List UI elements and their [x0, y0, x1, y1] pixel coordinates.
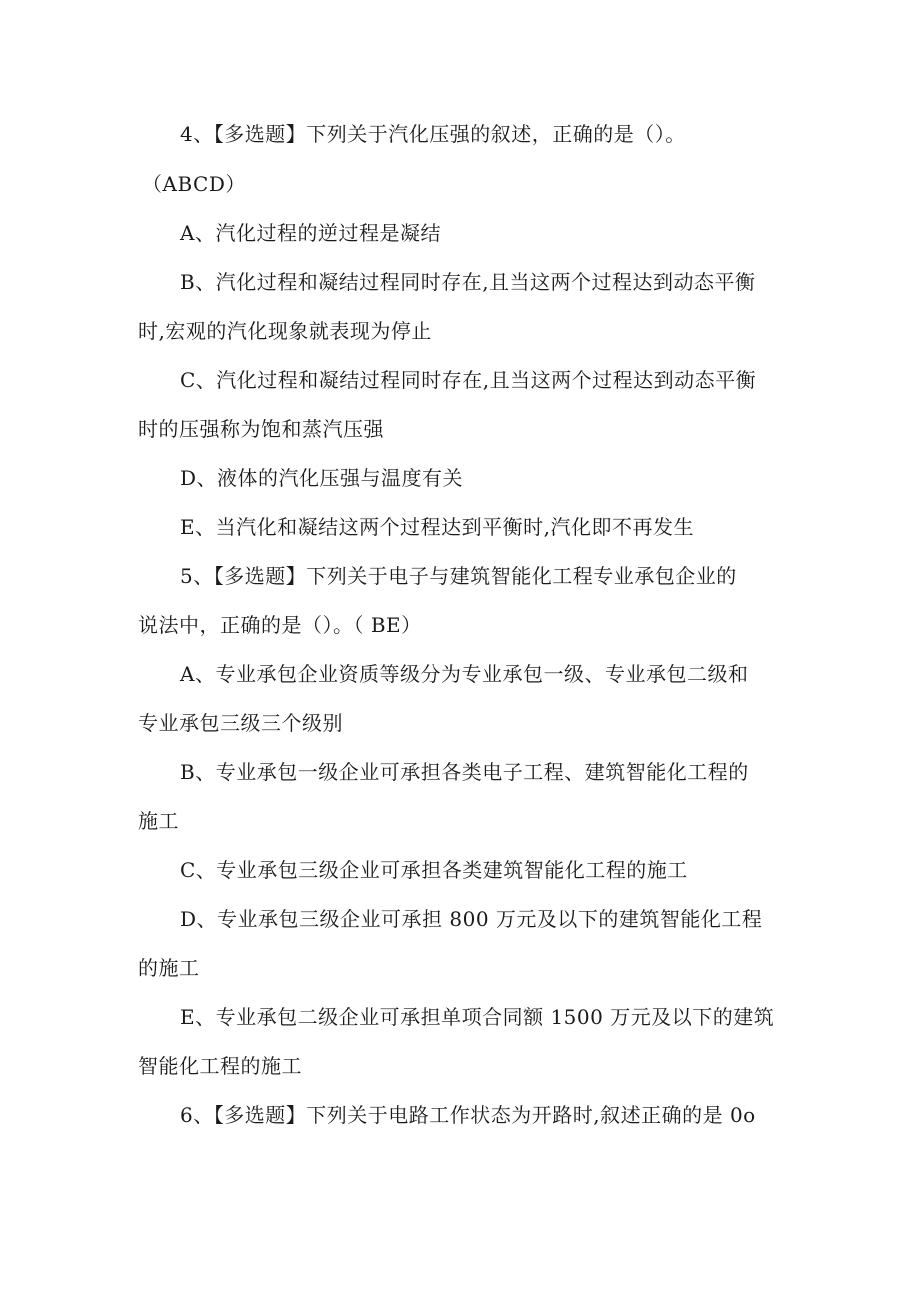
question-5-option-a: A、专业承包企业资质等级分为专业承包一级、专业承包二级和 — [180, 662, 749, 686]
question-5-option-b: B、专业承包一级企业可承担各类电子工程、建筑智能化工程的 — [180, 760, 749, 784]
question-4-option-c: C、汽化过程和凝结过程同时存在,且当这两个过程达到动态平衡 — [180, 368, 757, 392]
question-5-option-d-cont: 的施工 — [138, 956, 200, 980]
question-5-title-cont: 说法中，正确的是（）。（ BE） — [138, 613, 422, 637]
question-4-option-e: E、当汽化和凝结这两个过程达到平衡时,汽化即不再发生 — [180, 515, 694, 539]
question-4-option-a: A、汽化过程的逆过程是凝结 — [180, 221, 441, 245]
question-4-option-c-cont: 时的压强称为饱和蒸汽压强 — [138, 417, 384, 441]
question-4-option-b: B、汽化过程和凝结过程同时存在,且当这两个过程达到动态平衡 — [180, 270, 756, 294]
question-4-answer: （ABCD） — [142, 172, 246, 196]
question-4-title: 4、【多选题】下列关于汽化压强的叙述，正确的是（）。 — [180, 122, 686, 146]
question-6-title: 6、【多选题】下列关于电路工作状态为开路时,叙述正确的是 0o — [180, 1103, 756, 1127]
question-4-option-b-cont: 时,宏观的汽化现象就表现为停止 — [138, 319, 432, 343]
question-5-option-d: D、专业承包三级企业可承担 800 万元及以下的建筑智能化工程 — [180, 907, 763, 931]
question-5-option-a-cont: 专业承包三级三个级别 — [138, 711, 343, 735]
question-5-option-c: C、专业承包三级企业可承担各类建筑智能化工程的施工 — [180, 858, 688, 882]
question-5-option-e-cont: 智能化工程的施工 — [138, 1054, 302, 1078]
question-5-option-e: E、专业承包二级企业可承担单项合同额 1500 万元及以下的建筑 — [180, 1005, 775, 1029]
question-4-option-d: D、液体的汽化压强与温度有关 — [180, 466, 464, 490]
question-5-option-b-cont: 施工 — [138, 809, 179, 833]
question-5-title: 5、【多选题】下列关于电子与建筑智能化工程专业承包企业的 — [180, 564, 737, 588]
